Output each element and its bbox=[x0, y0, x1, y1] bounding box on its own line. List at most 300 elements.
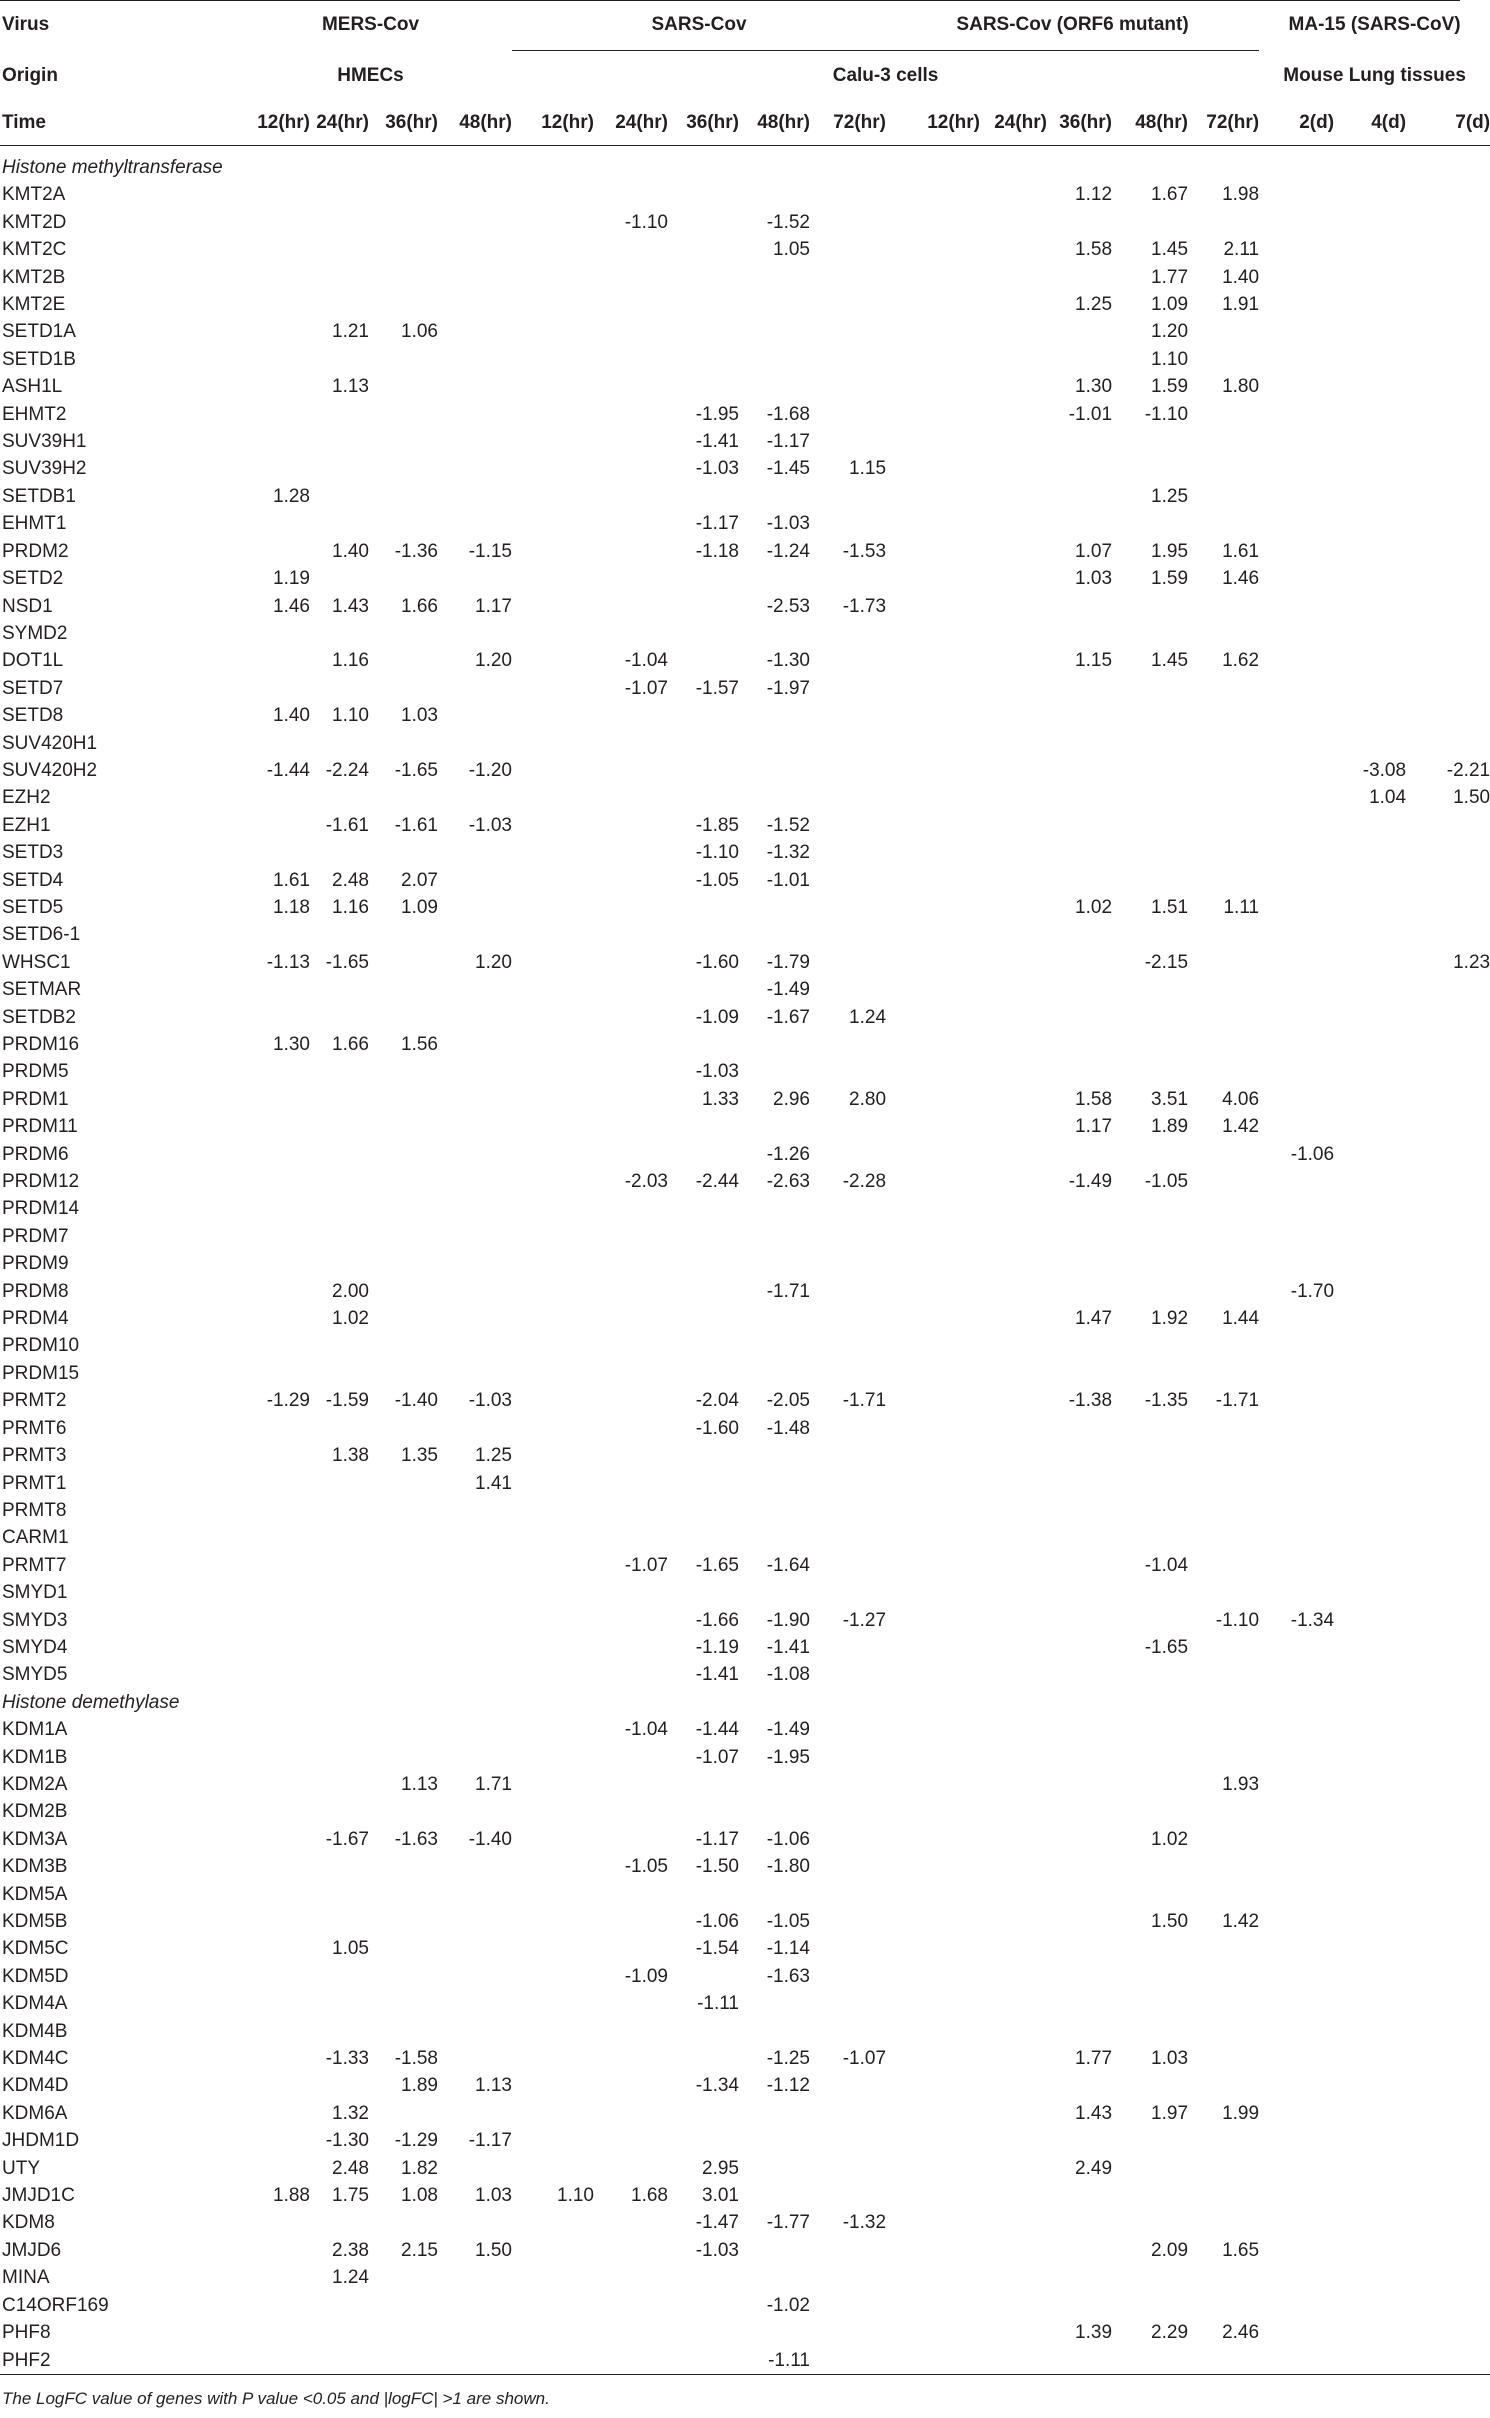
logfc-cell bbox=[886, 1278, 980, 1305]
logfc-cell bbox=[1259, 455, 1334, 482]
logfc-cell bbox=[512, 1935, 594, 1962]
gene-name-cell: SYMD2 bbox=[2, 622, 68, 644]
logfc-cell bbox=[369, 510, 438, 537]
logfc-cell bbox=[1112, 784, 1188, 811]
logfc-cell bbox=[310, 1250, 369, 1277]
gene-name-cell: KDM6A bbox=[2, 2102, 68, 2124]
time-header-cell: 36(hr) bbox=[686, 112, 739, 133]
logfc-cell bbox=[594, 1004, 668, 1031]
logfc-cell bbox=[739, 2264, 810, 2291]
logfc-cell: -1.45 bbox=[766, 458, 810, 480]
logfc-cell bbox=[1047, 209, 1112, 236]
logfc-cell: 2.95 bbox=[702, 2157, 739, 2179]
logfc-cell bbox=[512, 1853, 594, 1880]
logfc-cell bbox=[886, 236, 980, 263]
logfc-cell bbox=[980, 1607, 1047, 1634]
gene-name-cell: SETDB1 bbox=[2, 485, 76, 507]
logfc-cell bbox=[739, 483, 810, 510]
logfc-cell bbox=[739, 1442, 810, 1469]
logfc-cell bbox=[1334, 455, 1406, 482]
logfc-cell bbox=[1112, 1004, 1188, 1031]
logfc-cell bbox=[980, 181, 1047, 208]
logfc-cell: -1.03 bbox=[766, 513, 810, 535]
logfc-cell bbox=[886, 702, 980, 729]
logfc-cell bbox=[1047, 264, 1112, 291]
logfc-cell bbox=[810, 1223, 886, 1250]
logfc-cell: -1.07 bbox=[624, 1554, 668, 1576]
logfc-cell bbox=[980, 1442, 1047, 1469]
logfc-cell bbox=[886, 428, 980, 455]
logfc-cell bbox=[980, 1278, 1047, 1305]
logfc-cell bbox=[668, 1497, 739, 1524]
logfc-cell: 1.44 bbox=[1222, 1308, 1260, 1330]
logfc-cell bbox=[229, 1442, 310, 1469]
logfc-cell bbox=[1047, 1278, 1112, 1305]
logfc-cell bbox=[810, 1497, 886, 1524]
logfc-cell bbox=[1259, 976, 1334, 1003]
logfc-cell bbox=[1047, 2347, 1112, 2375]
logfc-cell bbox=[739, 318, 810, 345]
logfc-cell bbox=[512, 1223, 594, 1250]
logfc-cell bbox=[512, 784, 594, 811]
logfc-cell bbox=[438, 675, 512, 702]
logfc-cell bbox=[980, 784, 1047, 811]
logfc-cell bbox=[310, 2072, 369, 2099]
logfc-cell bbox=[229, 1141, 310, 1168]
logfc-cell bbox=[1259, 209, 1334, 236]
logfc-cell bbox=[310, 209, 369, 236]
logfc-cell bbox=[1047, 1415, 1112, 1442]
table-row bbox=[0, 1250, 1490, 1277]
gene-name-cell: KMT2E bbox=[2, 294, 66, 316]
logfc-cell bbox=[229, 1524, 310, 1551]
logfc-cell bbox=[886, 1223, 980, 1250]
logfc-cell bbox=[310, 1004, 369, 1031]
logfc-cell bbox=[594, 1470, 668, 1497]
logfc-cell bbox=[739, 1250, 810, 1277]
logfc-cell bbox=[1259, 2100, 1334, 2127]
logfc-cell bbox=[810, 1716, 886, 1743]
logfc-cell bbox=[886, 1908, 980, 1935]
logfc-cell bbox=[1406, 620, 1490, 647]
logfc-cell bbox=[310, 236, 369, 263]
logfc-cell bbox=[886, 593, 980, 620]
logfc-cell bbox=[512, 1881, 594, 1908]
logfc-cell bbox=[1047, 1360, 1112, 1387]
logfc-cell bbox=[1259, 757, 1334, 784]
logfc-cell bbox=[980, 2100, 1047, 2127]
logfc-cell bbox=[1259, 1497, 1334, 1524]
logfc-cell bbox=[1406, 1470, 1490, 1497]
gene-name-cell: MINA bbox=[2, 2267, 50, 2289]
logfc-cell bbox=[310, 730, 369, 757]
logfc-cell: 1.67 bbox=[1151, 184, 1189, 206]
logfc-cell bbox=[1334, 894, 1406, 921]
logfc-cell bbox=[1334, 181, 1406, 208]
logfc-cell bbox=[310, 1223, 369, 1250]
logfc-cell bbox=[1259, 264, 1334, 291]
logfc-cell: 1.80 bbox=[1222, 376, 1260, 398]
logfc-cell bbox=[512, 1716, 594, 1743]
logfc-cell bbox=[229, 1168, 310, 1195]
time-header-cell: 48(hr) bbox=[459, 112, 512, 133]
logfc-cell bbox=[1259, 1771, 1334, 1798]
logfc-cell bbox=[810, 510, 886, 537]
logfc-cell bbox=[1406, 1332, 1490, 1359]
table-row bbox=[0, 1963, 1490, 1990]
logfc-cell bbox=[1259, 784, 1334, 811]
logfc-cell: 1.24 bbox=[332, 2267, 369, 2289]
logfc-cell bbox=[438, 1798, 512, 1825]
logfc-cell bbox=[1259, 1908, 1334, 1935]
logfc-cell bbox=[1259, 2264, 1334, 2291]
logfc-cell bbox=[1188, 209, 1259, 236]
logfc-cell: -1.65 bbox=[1144, 1636, 1189, 1658]
table-row bbox=[0, 812, 1490, 839]
logfc-cell bbox=[512, 1031, 594, 1058]
logfc-cell bbox=[229, 1278, 310, 1305]
logfc-cell bbox=[512, 812, 594, 839]
logfc-cell bbox=[310, 1415, 369, 1442]
logfc-cell bbox=[369, 839, 438, 866]
logfc-cell bbox=[1259, 483, 1334, 510]
logfc-cell bbox=[1047, 812, 1112, 839]
logfc-cell bbox=[980, 1113, 1047, 1140]
logfc-cell bbox=[1188, 1223, 1259, 1250]
logfc-cell: 1.16 bbox=[332, 896, 369, 918]
logfc-cell bbox=[1334, 1661, 1406, 1688]
logfc-cell bbox=[1406, 1168, 1490, 1195]
origin-label: Origin bbox=[2, 64, 58, 86]
table-row bbox=[0, 1744, 1490, 1771]
logfc-cell bbox=[980, 1853, 1047, 1880]
logfc-cell bbox=[438, 1607, 512, 1634]
logfc-cell bbox=[980, 1908, 1047, 1935]
logfc-cell bbox=[1406, 1058, 1490, 1085]
logfc-cell bbox=[438, 1990, 512, 2017]
gene-name-cell: PRMT1 bbox=[2, 1472, 67, 1494]
table-row bbox=[0, 1360, 1490, 1387]
logfc-cell bbox=[1047, 1798, 1112, 1825]
logfc-cell bbox=[369, 2264, 438, 2291]
gene-name-cell: KDM3B bbox=[2, 1856, 68, 1878]
gene-name-cell: UTY bbox=[2, 2157, 40, 2179]
logfc-cell bbox=[739, 2018, 810, 2045]
logfc-cell bbox=[1188, 1004, 1259, 1031]
logfc-cell bbox=[980, 1990, 1047, 2017]
logfc-cell bbox=[1406, 1744, 1490, 1771]
logfc-cell bbox=[810, 1332, 886, 1359]
logfc-cell bbox=[438, 373, 512, 400]
logfc-cell bbox=[310, 921, 369, 948]
logfc-cell: 2.48 bbox=[332, 2157, 369, 2179]
logfc-cell bbox=[594, 1497, 668, 1524]
logfc-cell bbox=[1406, 428, 1490, 455]
gene-name-cell: SMYD3 bbox=[2, 1609, 68, 1631]
table-row bbox=[0, 1853, 1490, 1880]
logfc-cell: 1.93 bbox=[1222, 1773, 1260, 1795]
logfc-cell bbox=[1259, 1579, 1334, 1606]
logfc-cell bbox=[310, 1990, 369, 2017]
logfc-cell bbox=[229, 2072, 310, 2099]
logfc-cell bbox=[438, 620, 512, 647]
logfc-cell: -1.27 bbox=[842, 1609, 887, 1631]
logfc-cell bbox=[1047, 1935, 1112, 1962]
logfc-cell bbox=[594, 1661, 668, 1688]
logfc-cell bbox=[1406, 2319, 1490, 2346]
logfc-cell bbox=[229, 620, 310, 647]
logfc-cell: -1.64 bbox=[766, 1554, 810, 1576]
logfc-cell bbox=[369, 1113, 438, 1140]
logfc-cell bbox=[1259, 2292, 1334, 2319]
logfc-cell bbox=[512, 318, 594, 345]
table-row bbox=[0, 538, 1490, 565]
logfc-cell bbox=[810, 1908, 886, 1935]
logfc-cell bbox=[229, 346, 310, 373]
logfc-cell bbox=[1047, 2072, 1112, 2099]
logfc-cell bbox=[1259, 1826, 1334, 1853]
logfc-cell bbox=[512, 1908, 594, 1935]
logfc-cell bbox=[1406, 1579, 1490, 1606]
logfc-cell bbox=[668, 1798, 739, 1825]
logfc-cell bbox=[229, 373, 310, 400]
logfc-cell bbox=[980, 675, 1047, 702]
table-row bbox=[0, 1607, 1490, 1634]
logfc-cell bbox=[1188, 2347, 1259, 2375]
logfc-cell bbox=[310, 1744, 369, 1771]
logfc-cell bbox=[1259, 1634, 1334, 1661]
logfc-cell: -1.09 bbox=[624, 1965, 668, 1987]
logfc-cell bbox=[1047, 1661, 1112, 1688]
logfc-cell bbox=[1334, 949, 1406, 976]
logfc-cell bbox=[980, 1935, 1047, 1962]
logfc-cell bbox=[310, 1607, 369, 1634]
logfc-cell bbox=[369, 2209, 438, 2236]
logfc-cell bbox=[310, 181, 369, 208]
logfc-cell bbox=[369, 784, 438, 811]
gene-name-cell: SUV420H2 bbox=[2, 759, 98, 781]
table-row bbox=[0, 2347, 1490, 2375]
logfc-cell bbox=[1259, 1113, 1334, 1140]
time-header-cell: 24(hr) bbox=[994, 112, 1048, 133]
origin-hmecs: HMECs bbox=[337, 64, 404, 86]
logfc-cell bbox=[810, 675, 886, 702]
logfc-cell bbox=[1406, 264, 1490, 291]
logfc-cell bbox=[229, 209, 310, 236]
logfc-cell bbox=[369, 1634, 438, 1661]
logfc-cell: 1.66 bbox=[332, 1034, 369, 1055]
logfc-cell bbox=[886, 675, 980, 702]
logfc-cell bbox=[229, 1661, 310, 1688]
logfc-cell: -1.61 bbox=[394, 814, 438, 836]
logfc-cell bbox=[1406, 839, 1490, 866]
logfc-cell bbox=[668, 1332, 739, 1359]
logfc-cell bbox=[1112, 1278, 1188, 1305]
gene-name-cell: CARM1 bbox=[2, 1527, 69, 1549]
logfc-cell: -1.67 bbox=[325, 1828, 369, 1850]
logfc-cell bbox=[1188, 2292, 1259, 2319]
gene-name-cell: SETD6-1 bbox=[2, 924, 81, 946]
logfc-cell bbox=[980, 1058, 1047, 1085]
time-header-cell: 24(hr) bbox=[316, 112, 369, 133]
logfc-cell bbox=[1047, 1853, 1112, 1880]
gene-name-cell: PRDM16 bbox=[2, 1034, 80, 1055]
logfc-cell bbox=[1406, 1004, 1490, 1031]
logfc-cell bbox=[369, 1278, 438, 1305]
logfc-cell bbox=[1112, 2264, 1188, 2291]
logfc-cell bbox=[1112, 209, 1188, 236]
logfc-cell bbox=[668, 1305, 739, 1332]
logfc-cell: 1.03 bbox=[401, 705, 438, 727]
logfc-cell bbox=[438, 1305, 512, 1332]
logfc-cell bbox=[229, 1744, 310, 1771]
logfc-cell bbox=[1334, 2155, 1406, 2182]
logfc-cell bbox=[369, 1524, 438, 1551]
logfc-cell bbox=[512, 1360, 594, 1387]
logfc-cell bbox=[1047, 1250, 1112, 1277]
logfc-cell bbox=[980, 2045, 1047, 2072]
logfc-cell bbox=[512, 2018, 594, 2045]
logfc-cell bbox=[369, 1963, 438, 1990]
logfc-cell: 1.02 bbox=[1151, 1828, 1189, 1850]
logfc-cell: -1.30 bbox=[325, 2130, 369, 2152]
table-row bbox=[0, 1826, 1490, 1853]
table-row bbox=[0, 1278, 1490, 1305]
logfc-cell bbox=[369, 1223, 438, 1250]
logfc-cell bbox=[1047, 1470, 1112, 1497]
table-row bbox=[0, 2155, 1490, 2182]
logfc-cell bbox=[229, 2127, 310, 2154]
logfc-cell: -1.35 bbox=[1144, 1390, 1189, 1412]
logfc-cell: -1.29 bbox=[266, 1390, 310, 1412]
logfc-cell: 1.46 bbox=[1222, 568, 1260, 590]
logfc-cell bbox=[1334, 647, 1406, 674]
logfc-cell bbox=[594, 1798, 668, 1825]
logfc-cell bbox=[310, 2319, 369, 2346]
logfc-cell: -1.58 bbox=[394, 2048, 438, 2070]
logfc-cell bbox=[229, 1552, 310, 1579]
logfc-cell bbox=[1334, 675, 1406, 702]
logfc-cell bbox=[512, 2127, 594, 2154]
logfc-cell bbox=[886, 2127, 980, 2154]
logfc-cell: 1.10 bbox=[557, 2185, 594, 2207]
logfc-cell bbox=[1112, 2127, 1188, 2154]
header-row-time bbox=[0, 101, 1490, 146]
logfc-cell bbox=[438, 2018, 512, 2045]
logfc-cell bbox=[1112, 1332, 1188, 1359]
logfc-cell bbox=[739, 1579, 810, 1606]
logfc-cell: -1.02 bbox=[766, 2294, 810, 2316]
logfc-cell bbox=[1047, 1716, 1112, 1743]
logfc-cell bbox=[1047, 1826, 1112, 1853]
logfc-cell: 1.50 bbox=[475, 2239, 512, 2261]
logfc-cell bbox=[512, 455, 594, 482]
logfc-cell bbox=[1188, 346, 1259, 373]
logfc-cell bbox=[1188, 1415, 1259, 1442]
logfc-cell bbox=[369, 730, 438, 757]
logfc-cell bbox=[229, 1935, 310, 1962]
logfc-cell bbox=[1047, 318, 1112, 345]
logfc-cell bbox=[512, 702, 594, 729]
logfc-cell bbox=[512, 1442, 594, 1469]
logfc-cell bbox=[886, 1360, 980, 1387]
logfc-cell bbox=[1188, 2018, 1259, 2045]
logfc-cell: 3.51 bbox=[1151, 1088, 1189, 1110]
logfc-cell bbox=[369, 1195, 438, 1222]
logfc-cell bbox=[1334, 2347, 1406, 2375]
logfc-cell bbox=[1188, 1058, 1259, 1085]
logfc-cell: -1.07 bbox=[842, 2048, 887, 2070]
logfc-cell: 1.05 bbox=[332, 1938, 369, 1960]
logfc-cell bbox=[668, 291, 739, 318]
logfc-cell: 1.02 bbox=[1075, 896, 1113, 918]
logfc-cell bbox=[810, 1031, 886, 1058]
logfc-cell bbox=[980, 1771, 1047, 1798]
gene-name-cell: SETD4 bbox=[2, 869, 64, 891]
logfc-cell bbox=[810, 2182, 886, 2209]
logfc-cell bbox=[1259, 675, 1334, 702]
logfc-cell: -1.48 bbox=[766, 1417, 810, 1439]
logfc-cell bbox=[739, 1195, 810, 1222]
time-header-cell: 72(hr) bbox=[1206, 112, 1260, 133]
logfc-cell bbox=[668, 346, 739, 373]
logfc-cell bbox=[310, 1168, 369, 1195]
logfc-cell bbox=[1406, 1881, 1490, 1908]
logfc-cell bbox=[1259, 620, 1334, 647]
logfc-cell bbox=[1406, 1387, 1490, 1414]
gene-name-cell: PRDM14 bbox=[2, 1198, 80, 1220]
logfc-cell bbox=[1334, 538, 1406, 565]
logfc-cell bbox=[1334, 1387, 1406, 1414]
logfc-cell bbox=[1259, 1661, 1334, 1688]
logfc-cell bbox=[1047, 1908, 1112, 1935]
logfc-cell bbox=[438, 1168, 512, 1195]
logfc-cell bbox=[438, 894, 512, 921]
logfc-cell bbox=[739, 1771, 810, 1798]
logfc-cell bbox=[980, 1661, 1047, 1688]
logfc-cell: -1.25 bbox=[766, 2048, 810, 2070]
logfc-cell: 1.13 bbox=[332, 376, 369, 398]
logfc-cell bbox=[739, 1524, 810, 1551]
logfc-cell bbox=[1406, 1826, 1490, 1853]
logfc-cell bbox=[369, 1661, 438, 1688]
logfc-cell bbox=[886, 181, 980, 208]
logfc-cell: 1.59 bbox=[1151, 376, 1189, 398]
logfc-cell bbox=[980, 1031, 1047, 1058]
logfc-cell: 1.91 bbox=[1222, 294, 1260, 316]
logfc-cell bbox=[668, 1442, 739, 1469]
logfc-cell bbox=[1047, 949, 1112, 976]
logfc-cell bbox=[1259, 565, 1334, 592]
logfc-cell bbox=[310, 1661, 369, 1688]
logfc-cell bbox=[512, 264, 594, 291]
table-row bbox=[0, 1195, 1490, 1222]
logfc-cell bbox=[810, 1579, 886, 1606]
logfc-cell bbox=[229, 1195, 310, 1222]
logfc-cell bbox=[1259, 1004, 1334, 1031]
gene-name-cell: PRDM5 bbox=[2, 1061, 69, 1083]
logfc-cell bbox=[310, 1113, 369, 1140]
logfc-cell: -1.70 bbox=[1290, 1280, 1335, 1302]
time-header-cell: 72(hr) bbox=[833, 112, 887, 133]
logfc-cell bbox=[810, 1661, 886, 1688]
logfc-cell bbox=[229, 1716, 310, 1743]
logfc-cell: 1.71 bbox=[475, 1773, 512, 1795]
gene-name-cell: SETD8 bbox=[2, 705, 64, 727]
logfc-cell bbox=[1406, 538, 1490, 565]
logfc-cell: 2.38 bbox=[332, 2239, 369, 2261]
logfc-cell bbox=[1259, 2209, 1334, 2236]
